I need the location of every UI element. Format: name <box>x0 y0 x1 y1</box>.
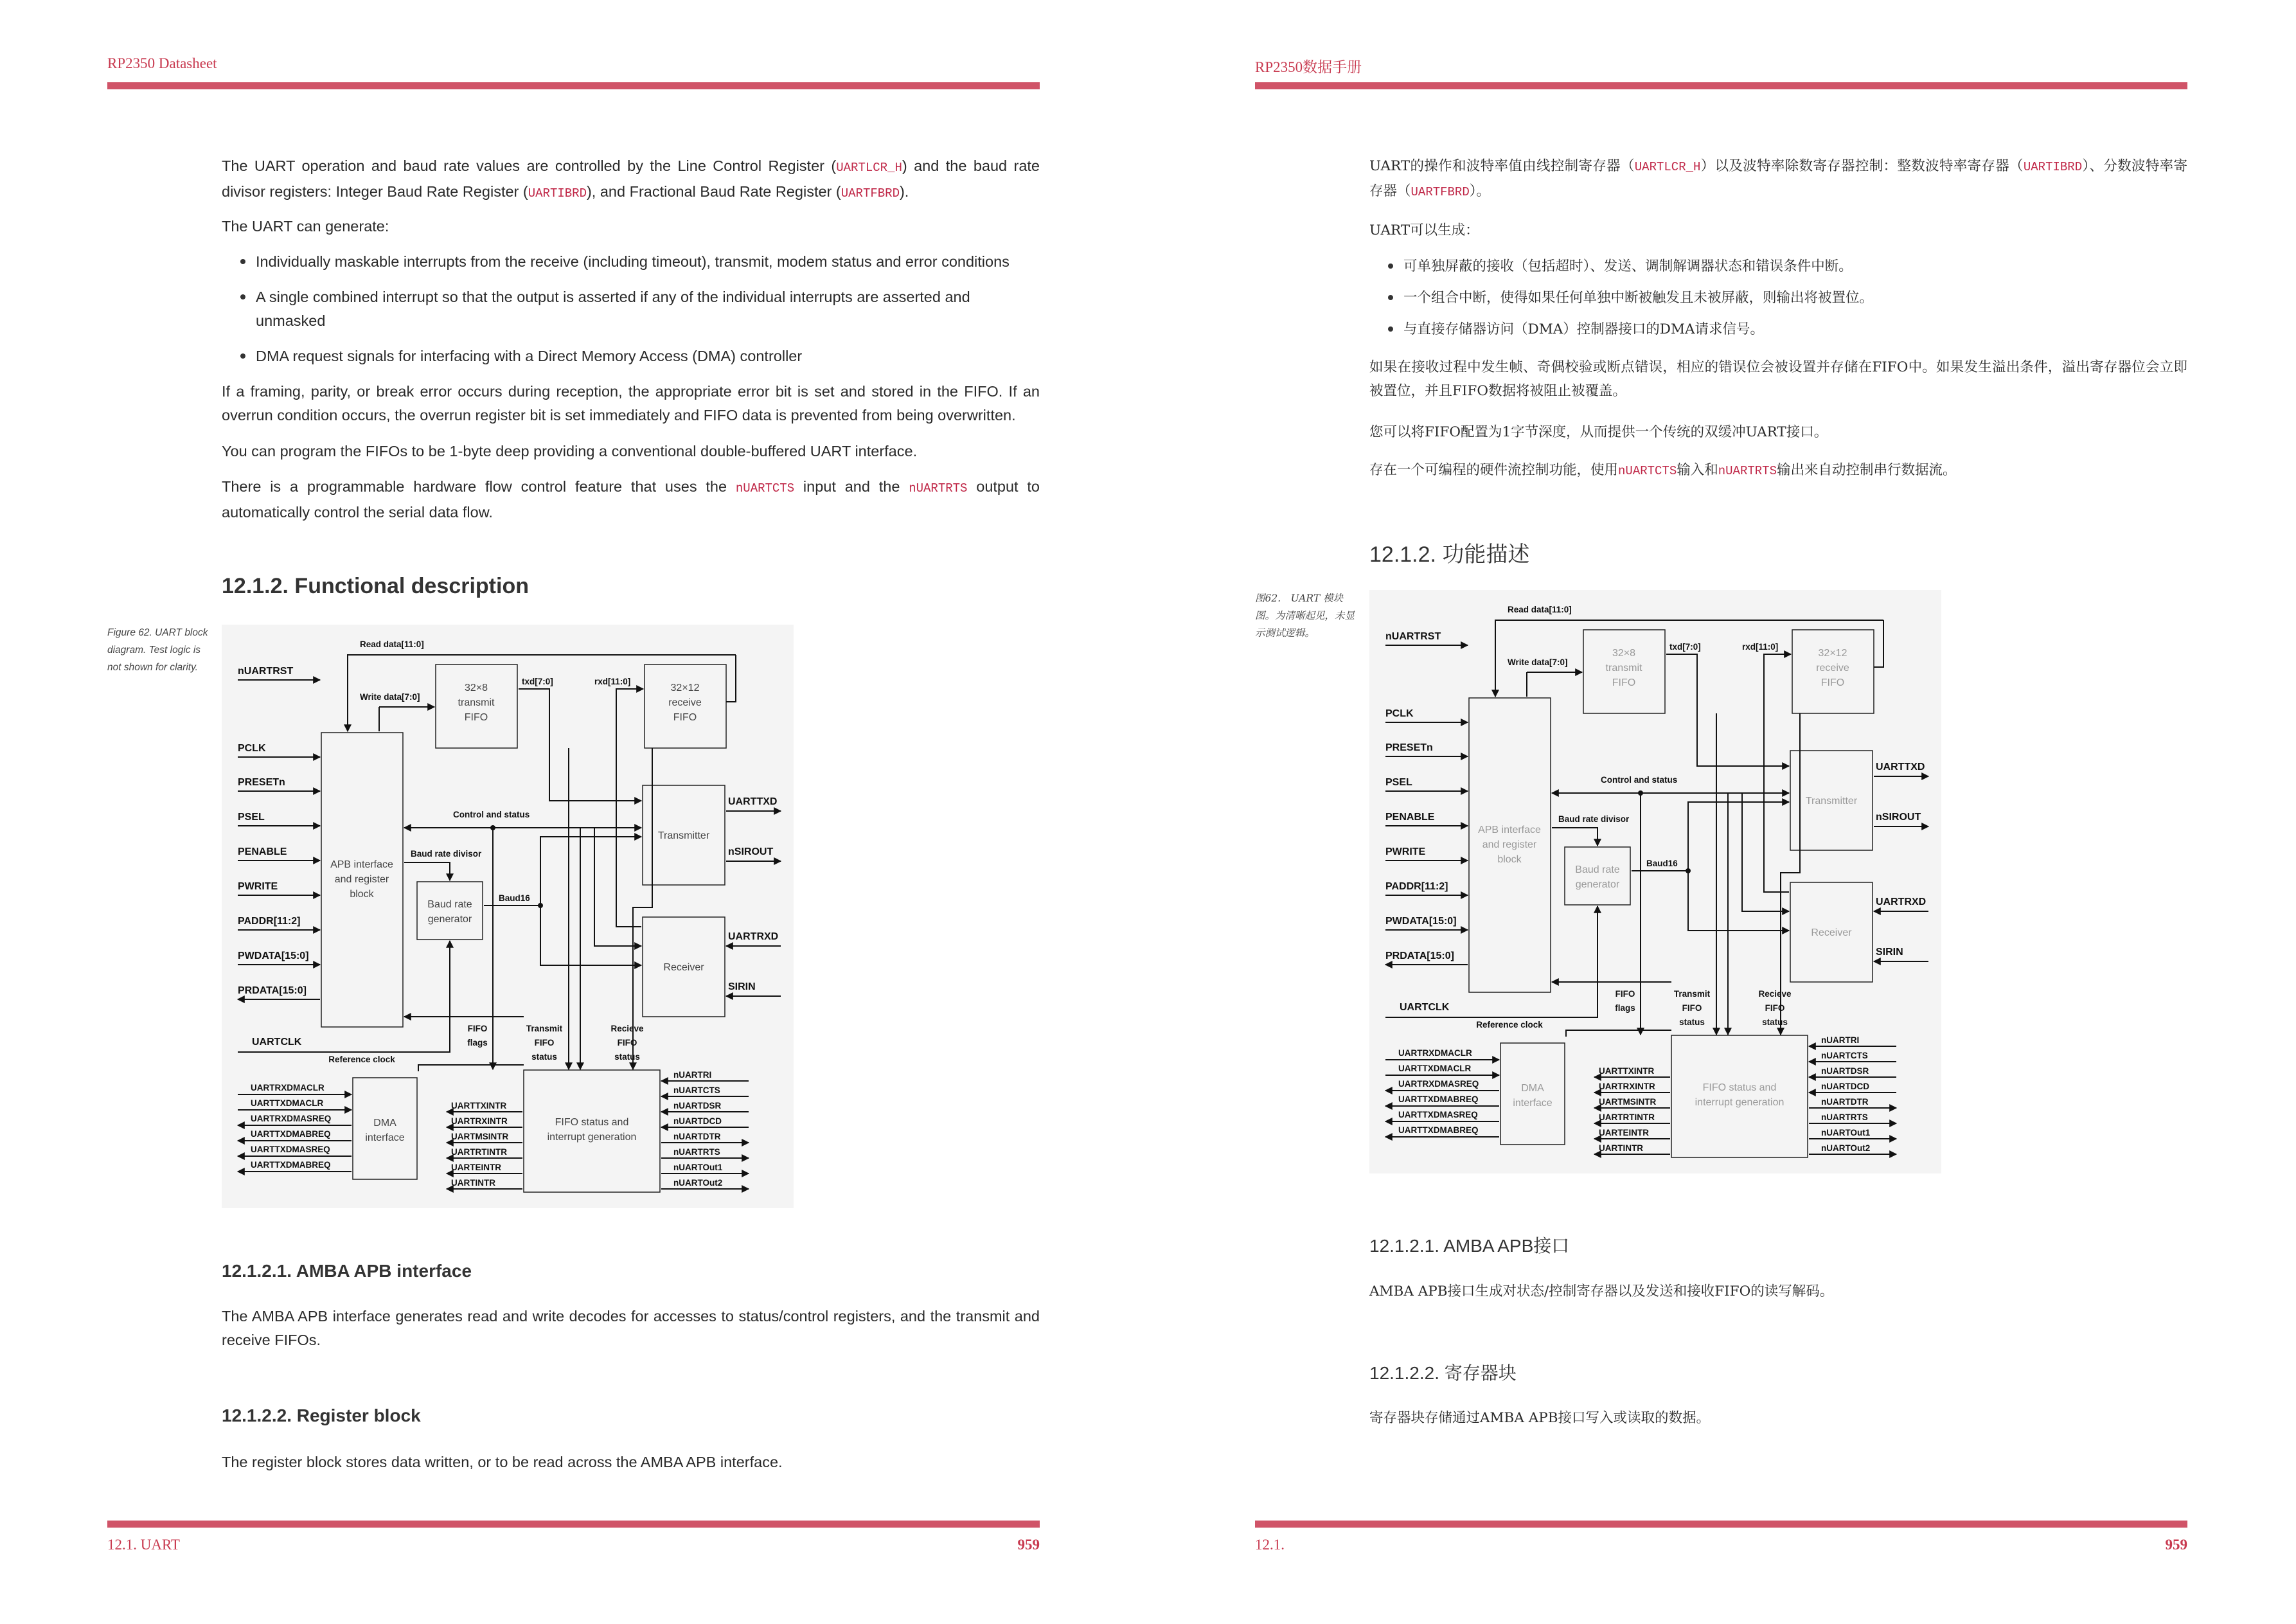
fifo-flags-label: FIFO <box>467 1024 488 1033</box>
write-data-label: Write data[7:0] <box>1508 657 1568 667</box>
section-heading-register: 12.1.2.2. 寄存器块 <box>1369 1363 1517 1383</box>
read-data-label: Read data[11:0] <box>1508 605 1572 614</box>
interrupt-signal-label: UARTTXINTR <box>451 1101 507 1111</box>
dma-interface-block <box>353 1078 417 1179</box>
code-nuartrts: nUARTRTS <box>909 481 968 495</box>
fifo-status-label: interrupt generation <box>547 1132 637 1143</box>
input-signal-label: PENABLE <box>1385 812 1435 823</box>
baud-gen-label: generator <box>1575 879 1620 890</box>
modem-signal-label: nUARTCTS <box>673 1085 720 1095</box>
receiver-label: Receiver <box>663 962 704 973</box>
baud-gen-label: Baud rate <box>1575 864 1620 875</box>
input-signal-label: PRDATA[15:0] <box>1385 950 1454 961</box>
section-heading-register: 12.1.2.2. Register block <box>222 1405 421 1425</box>
tx-fifo-label: transmit <box>458 697 495 708</box>
input-signal-label: PWRITE <box>238 881 278 892</box>
input-signal-label: PRDATA[15:0] <box>238 985 307 996</box>
paragraph-error: If a framing, parity, or break error occurs during reception, the appropriate error bit is set and stored in the FIFO. If an overrun condition occurs, the overrun register bit is set immediately and FIFO data is prevented from being overwritten. <box>222 383 1040 424</box>
code-uartlcr: UARTLCR_H <box>836 161 902 175</box>
input-signal-label: PWRITE <box>1385 846 1426 857</box>
section-heading-apb: 12.1.2.1. AMBA APB接口 <box>1369 1236 1570 1256</box>
dma-signal-label: UARTRXDMASREQ <box>251 1114 332 1123</box>
figure-caption: 图62. UART 模块图。为清晰起见，未显示测试逻辑。 <box>1255 593 1355 639</box>
diagram-svg <box>1369 590 1941 1173</box>
control-status-label: Control and status <box>1601 775 1678 785</box>
tx-fifo-status-label: FIFO <box>1682 1003 1702 1013</box>
rx-fifo-label: FIFO <box>1820 677 1845 688</box>
dma-link-line <box>1566 1030 1671 1037</box>
interrupt-signal-label: UARTRXINTR <box>1599 1082 1655 1091</box>
interrupt-signal-label: UARTMSINTR <box>451 1132 509 1141</box>
fifo-status-label: interrupt generation <box>1695 1097 1784 1108</box>
dma-signal-label: UARTTXDMASREQ <box>251 1145 330 1154</box>
rxd-line <box>1764 654 1791 892</box>
paragraph-error: 如果在接收过程中发生帧、奇偶校验或断点错误，相应的错误位会被设置并存储在FIFO中。如果发生溢出条件，溢出寄存器位会立即被置位，并且FIFO数据将被阻止被覆盖。 <box>1369 359 2187 399</box>
output-signal-label: SIRIN <box>728 981 756 992</box>
header-title: RP2350 Datasheet <box>107 55 217 71</box>
rx-fifo-status-label: status <box>614 1052 640 1062</box>
tx-fifo-status-label: status <box>531 1052 557 1062</box>
list-item: A single combined interrupt so that the output is asserted if any of the individual interrupts are asserted and unmasked <box>256 285 1040 333</box>
dma-block-label: DMA <box>373 1118 396 1129</box>
code-uartibrd: UARTIBRD <box>528 186 587 201</box>
rx-fifo-label: 32×12 <box>670 683 700 693</box>
fifo-flags-label: flags <box>1615 1003 1635 1013</box>
figure-caption: Figure 62. UART block diagram. Test logic is not shown for clarity. <box>107 627 208 673</box>
code-uartlcr: UARTLCR_H <box>1634 160 1701 174</box>
apb-block-label: APB interface <box>330 859 393 870</box>
modem-signal-label: nUARTOut2 <box>673 1178 723 1188</box>
modem-signal-label: nUARTDSR <box>1821 1066 1869 1076</box>
paragraph-uart-control: UART的操作和波特率值由线控制寄存器（UARTLCR_H）以及波特率除数寄存器控制：整数波特率寄存器（UARTIBRD）、分数波特率寄存器（UARTFBRD）。 <box>1369 158 2187 199</box>
rx-fifo-label: receive <box>668 697 702 708</box>
baud-rate-generator-block <box>1565 847 1630 905</box>
write-data-label: Write data[7:0] <box>360 692 420 702</box>
rx-fifo-status-label: FIFO <box>1765 1003 1785 1013</box>
uart-block-diagram <box>222 625 794 1208</box>
list-item: DMA request signals for interfacing with a Direct Memory Access (DMA) controller <box>256 344 1040 368</box>
dma-block-label: interface <box>1513 1098 1553 1109</box>
dma-signal-label: UARTTXDMACLR <box>1398 1064 1472 1073</box>
interrupt-signal-label: UARTEINTR <box>1599 1128 1649 1138</box>
output-signal-label: UARTTXD <box>1876 762 1925 772</box>
paragraph-flow-control: There is a programmable hardware flow control feature that uses the nUARTCTS input and the nUARTRTS output to automatically control the serial data flow. <box>222 478 1040 521</box>
paragraph-uart-can-generate: UART可以生成： <box>1369 222 1479 238</box>
code-nuartcts: nUARTCTS <box>735 481 795 495</box>
tx-fifo-label: FIFO <box>1612 677 1636 688</box>
paragraph-register: 寄存器块存储通过AMBA APB接口写入或读取的数据。 <box>1369 1410 1710 1426</box>
control-status-line <box>1742 793 1789 911</box>
interrupt-signal-label: UARTEINTR <box>451 1163 501 1172</box>
bullet-list <box>222 250 1040 380</box>
code-nuartcts: nUARTCTS <box>1618 464 1677 478</box>
input-signal-label: PRESETn <box>238 777 285 788</box>
rx-fifo-status-label: Recieve <box>1758 989 1792 999</box>
reference-clock-label: Reference clock <box>1476 1020 1543 1030</box>
footer-rule <box>107 1521 1040 1528</box>
paragraph-fifo-depth: You can program the FIFOs to be 1-byte deep providing a conventional double-buffered UART interface. <box>222 443 918 460</box>
input-signal-label: PWDATA[15:0] <box>1385 916 1457 927</box>
fifo-status-label: FIFO status and <box>555 1117 629 1128</box>
rx-fifo-label: 32×12 <box>1818 648 1847 659</box>
paragraph-apb: AMBA APB接口生成对状态/控制寄存器以及发送和接收FIFO的读写解码。 <box>1369 1283 1834 1299</box>
modem-signal-label: nUARTOut1 <box>1821 1128 1871 1138</box>
paragraph-uart-can-generate: The UART can generate: <box>222 218 389 235</box>
rxd-line <box>616 689 643 927</box>
baud-divisor-line <box>404 862 450 880</box>
dma-signal-label: UARTRXDMASREQ <box>1398 1079 1479 1089</box>
baud16-line <box>540 906 641 965</box>
diagram-svg <box>222 625 794 1208</box>
tx-fifo-label: 32×8 <box>464 683 488 693</box>
interrupt-signal-label: UARTRXINTR <box>451 1116 508 1126</box>
dma-block-label: interface <box>365 1132 405 1143</box>
paragraph-flow-control: 存在一个可编程的硬件流控制功能，使用nUARTCTS输入和nUARTRTS输出来自动控制串行数据流。 <box>1369 462 1957 478</box>
output-signal-label: nSIROUT <box>1876 812 1921 823</box>
code-uartfbrd: UARTFBRD <box>841 186 900 201</box>
paragraph-fifo-depth: 您可以将FIFO配置为1字节深度，从而提供一个传统的双缓冲UART接口。 <box>1369 424 1828 440</box>
dma-signal-label: UARTTXDMABREQ <box>1398 1094 1479 1104</box>
footer-rule <box>1255 1521 2187 1528</box>
apb-block-label: block <box>350 889 374 900</box>
baud-rate-generator-block <box>417 882 483 940</box>
output-signal-label: SIRIN <box>1876 947 1903 958</box>
modem-signal-label: nUARTOut2 <box>1821 1143 1871 1153</box>
dma-interface-block <box>1500 1043 1565 1145</box>
footer-page-number: 959 <box>1017 1537 1040 1553</box>
interrupt-signal-label: UARTRTINTR <box>451 1147 507 1157</box>
dma-signal-label: UARTTXDMABREQ <box>1398 1125 1479 1135</box>
modem-signal-label: nUARTDSR <box>673 1101 722 1111</box>
reference-clock-label: Reference clock <box>328 1055 395 1064</box>
tx-fifo-status-label: Transmit <box>526 1024 563 1033</box>
apb-block-label: and register <box>334 874 389 885</box>
txd-label: txd[7:0] <box>1669 642 1701 652</box>
bullet-list <box>1369 254 2187 353</box>
list-item: 与直接存储器访问（DMA）控制器接口的DMA请求信号。 <box>1403 317 2187 341</box>
interrupt-signal-label: UARTINTR <box>451 1178 495 1188</box>
output-signal-label: UARTRXD <box>1876 897 1927 907</box>
modem-signal-label: nUARTRTS <box>1821 1112 1868 1122</box>
tx-fifo-status-label: status <box>1679 1017 1705 1027</box>
input-signal-label: UARTCLK <box>252 1037 302 1048</box>
dma-block-label: DMA <box>1521 1083 1544 1094</box>
rx-fifo-status-label: Recieve <box>610 1024 644 1033</box>
output-signal-label: UARTTXD <box>728 796 778 807</box>
fifo-status-block <box>1671 1035 1808 1157</box>
modem-signal-label: nUARTCTS <box>1821 1051 1868 1060</box>
input-signal-label: UARTCLK <box>1400 1002 1450 1013</box>
baud-gen-label: generator <box>427 914 472 925</box>
chinese-page <box>1148 0 2296 1624</box>
txd-label: txd[7:0] <box>522 677 553 686</box>
apb-block-label: and register <box>1482 839 1537 850</box>
rx-fifo-label: receive <box>1816 663 1849 674</box>
baud16-label: Baud16 <box>1646 859 1678 868</box>
read-data-line <box>726 655 736 702</box>
interrupt-signal-label: UARTMSINTR <box>1599 1097 1657 1107</box>
modem-signal-label: nUARTRI <box>673 1070 712 1080</box>
list-item: 一个组合中断，使得如果任何单独中断被触发且未被屏蔽，则输出将被置位。 <box>1403 286 2187 310</box>
footer-section: 12.1. <box>1255 1537 1285 1553</box>
input-signal-label: PADDR[11:2] <box>238 916 301 927</box>
tx-fifo-status-label: Transmit <box>1673 989 1711 999</box>
read-data-line <box>1874 620 1883 667</box>
input-signal-label: PWDATA[15:0] <box>238 950 309 961</box>
txd-line <box>1666 654 1789 766</box>
interrupt-signal-label: UARTRTINTR <box>1599 1112 1655 1122</box>
tx-fifo-label: 32×8 <box>1612 648 1636 659</box>
modem-signal-label: nUARTDCD <box>673 1116 722 1126</box>
code-uartfbrd: UARTFBRD <box>1411 185 1470 199</box>
input-signal-label: nUARTRST <box>1385 631 1441 642</box>
rxd-label: rxd[11:0] <box>594 677 631 686</box>
input-signal-label: nUARTRST <box>238 666 294 677</box>
paragraph-apb: The AMBA APB interface generates read and write decodes for accesses to status/control registers, and the transmit and receive FIFOs. <box>222 1308 1040 1348</box>
baud16-line <box>540 837 641 906</box>
txd-line <box>519 689 641 801</box>
interrupt-signal-label: UARTINTR <box>1599 1143 1643 1153</box>
apb-block-label: APB interface <box>1478 825 1541 835</box>
uart-block-diagram <box>1369 590 1941 1173</box>
dma-signal-label: UARTRXDMACLR <box>1398 1048 1472 1058</box>
input-signal-label: PCLK <box>238 743 266 754</box>
baud16-label: Baud16 <box>499 893 530 903</box>
transmitter-label: Transmitter <box>657 830 710 841</box>
transmitter-label: Transmitter <box>1805 796 1858 807</box>
fifo-flags-label: FIFO <box>1615 989 1635 999</box>
fifo-flags-label: flags <box>467 1038 488 1048</box>
paragraph-register: The register block stores data written, or to be read across the AMBA APB interface. <box>222 1454 783 1470</box>
list-item: Individually maskable interrupts from the receive (including timeout), transmit, modem status and error conditions <box>256 250 1040 274</box>
paragraph-uart-control: The UART operation and baud rate values are controlled by the Line Control Register (UARTLCR_H) and the baud rate divisor registers: Integer Baud Rate Register (UARTIBRD), and Fractional Baud Rate Register (UARTFBRD). <box>222 157 1040 201</box>
section-heading-apb: 12.1.2.1. AMBA APB interface <box>222 1261 472 1281</box>
header-rule <box>107 82 1040 89</box>
baud-divisor-label: Baud rate divisor <box>1558 814 1630 824</box>
code-uartibrd: UARTIBRD <box>2023 160 2083 174</box>
dma-signal-label: UARTRXDMACLR <box>251 1083 325 1093</box>
footer-page-number: 959 <box>2165 1537 2187 1553</box>
modem-signal-label: nUARTRTS <box>673 1147 720 1157</box>
control-status-label: Control and status <box>453 810 530 819</box>
dma-signal-label: UARTTXDMABREQ <box>251 1129 331 1139</box>
fifo-status-block <box>524 1070 660 1192</box>
input-signal-label: PADDR[11:2] <box>1385 881 1448 892</box>
rx-fifo-status-label: status <box>1762 1017 1788 1027</box>
section-heading-functional: 12.1.2. 功能描述 <box>1369 542 1530 567</box>
list-item: 可单独屏蔽的接收（包括超时）、发送、调制解调器状态和错误条件中断。 <box>1403 254 2187 278</box>
input-signal-label: PCLK <box>1385 708 1414 719</box>
tx-fifo-label: transmit <box>1605 663 1642 674</box>
apb-block-label: block <box>1497 854 1522 865</box>
dma-signal-label: UARTTXDMABREQ <box>251 1160 331 1170</box>
baud-divisor-line <box>1552 828 1597 846</box>
modem-signal-label: nUARTDCD <box>1821 1082 1869 1091</box>
baud-gen-label: Baud rate <box>427 899 472 910</box>
footer-section: 12.1. UART <box>107 1537 180 1553</box>
fifo-status-label: FIFO status and <box>1702 1082 1777 1093</box>
code-nuartrts: nUARTRTS <box>1718 464 1777 478</box>
dma-signal-label: UARTTXDMASREQ <box>1398 1110 1478 1120</box>
modem-signal-label: nUARTDTR <box>1821 1097 1869 1107</box>
baud16-line <box>1688 871 1789 931</box>
modem-signal-label: nUARTOut1 <box>673 1163 723 1172</box>
tx-fifo-status-label: FIFO <box>534 1038 555 1048</box>
output-signal-label: UARTRXD <box>728 931 779 942</box>
tx-fifo-label: FIFO <box>464 712 488 723</box>
rxd-label: rxd[11:0] <box>1742 642 1779 652</box>
header-rule <box>1255 82 2187 89</box>
modem-signal-label: nUARTDTR <box>673 1132 721 1141</box>
baud16-line <box>1688 802 1789 871</box>
baud-divisor-label: Baud rate divisor <box>411 849 482 859</box>
read-data-label: Read data[11:0] <box>360 639 424 649</box>
header-title: RP2350数据手册 <box>1255 59 1362 75</box>
section-heading-functional: 12.1.2. Functional description <box>222 574 529 598</box>
dma-link-line <box>418 1065 524 1071</box>
modem-signal-label: nUARTRI <box>1821 1035 1860 1045</box>
input-signal-label: PRESETn <box>1385 742 1433 753</box>
rx-fifo-status-label: FIFO <box>617 1038 637 1048</box>
receiver-label: Receiver <box>1811 927 1852 938</box>
control-status-line <box>594 828 641 946</box>
dma-signal-label: UARTTXDMACLR <box>251 1098 324 1108</box>
input-signal-label: PENABLE <box>238 846 287 857</box>
input-signal-label: PSEL <box>238 812 265 823</box>
interrupt-signal-label: UARTTXINTR <box>1599 1066 1655 1076</box>
rx-fifo-label: FIFO <box>673 712 697 723</box>
output-signal-label: nSIROUT <box>728 846 774 857</box>
input-signal-label: PSEL <box>1385 777 1412 788</box>
